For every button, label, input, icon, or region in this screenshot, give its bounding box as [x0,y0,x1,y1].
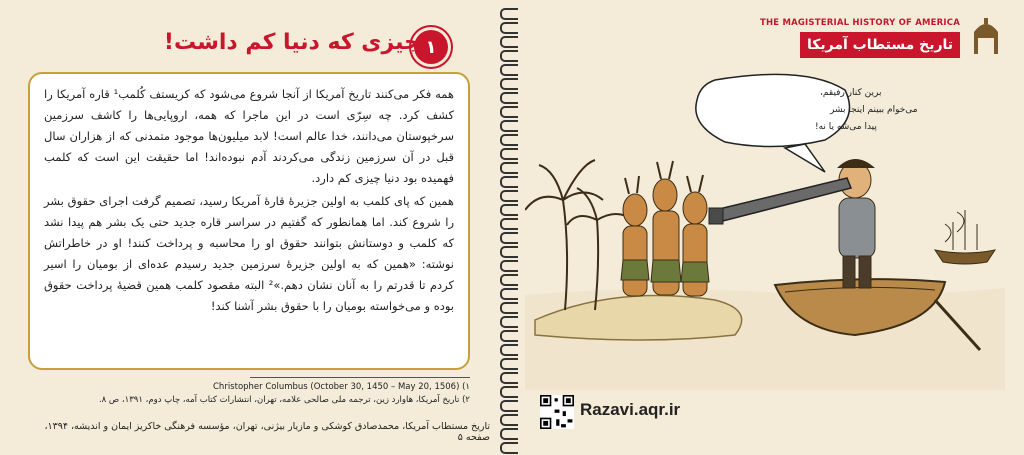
speech-line-2: می‌خوام ببینم اینجا بشر [830,105,918,115]
main-text-box [28,72,470,370]
footnote-2: ۲) تاریخ آمریکا، هاوارد زین، ترجمه ملی صالحی علامه، تهران، انتشارات کتاب آمه، چاپ دوم، ۱۳۹۱، ص ۸. [98,395,470,405]
website-link[interactable]: Razavi.aqr.ir [580,400,681,419]
paragraph-2: همین که پای کلمب به اولین جزیرهٔ قارهٔ آمریکا رسید، تصمیم گرفت اجرای حقوق بشر را شروع کند. اما همانطور که گفتیم در سراسر قاره جدید حتی یک بشر هم پیدا نشد که کلمب و دوستانش بتوانند حقوق او را محاسبه و پرداخت کنند! او در خاطراتش نوشته: «همین که به اولین جزیرهٔ سرزمین جدید رسیدم عده‌ای از بومیان را اسیر کردم تا قدرتم را به آنان نشان دهم.»² البته مقصود کلمب همین قضیهٔ پرداخت حقوق بوده و می‌خواسته بومیان را با حقوق بشر آشنا کند! [44,194,454,313]
telescope [709,178,851,224]
chapter-title: چیزی که دنیا کم داشت! [163,30,420,55]
footnote-divider [250,377,470,378]
footnote-1: Christopher Columbus (October 30, 1450 – May 20, 1506) (۱ [213,382,470,392]
ship [935,210,995,264]
source-reference: تاریخ مستطاب آمریکا، محمدصادق کوشکی و مازیار بیژنی، تهران، مؤسسه فرهنگی خاکریز ایمان و اندیشه، ۱۳۹۴، صفحه ۵ [44,421,490,443]
series-persian-banner: تاریخ مستطاب آمریکا [800,32,960,58]
speech-line-3: پیدا می‌شه یا نه! [815,122,877,132]
palm-tree-left [525,160,603,310]
shrine-logo-icon [968,14,1004,56]
cartoon-illustration [525,60,1005,390]
qr-code-icon [540,395,574,429]
paragraph-1: همه فکر می‌کنند تاریخ آمریکا از آنجا شروع می‌شود که کریستف کُلمب¹ قاره آمریکا را کشف کرد. چه سِرّی است در این ماجرا که همه، اروپایی‌ها را کاشف سرزمین سرخپوستان می‌دانند، خدا عالم است! لابد میلیون‌ها موجود متمدنی که از هزاران سال قبل در آن سرزمین زندگی می‌کردند آدم نبوده‌اند! اما حقیقت این است که کلمب فهمیده بود دنیا چیزی کم دارد. [44,87,454,185]
speech-bubble [696,74,918,172]
left-page [0,0,506,455]
footnotes [28,377,470,405]
speech-line-1: برین کنار رفیقم، [820,88,882,98]
series-english-title: THE MAGISTERIAL HISTORY OF AMERICA [759,18,960,28]
native-figures [621,161,709,296]
chapter-number-badge: ۱ [414,30,448,64]
